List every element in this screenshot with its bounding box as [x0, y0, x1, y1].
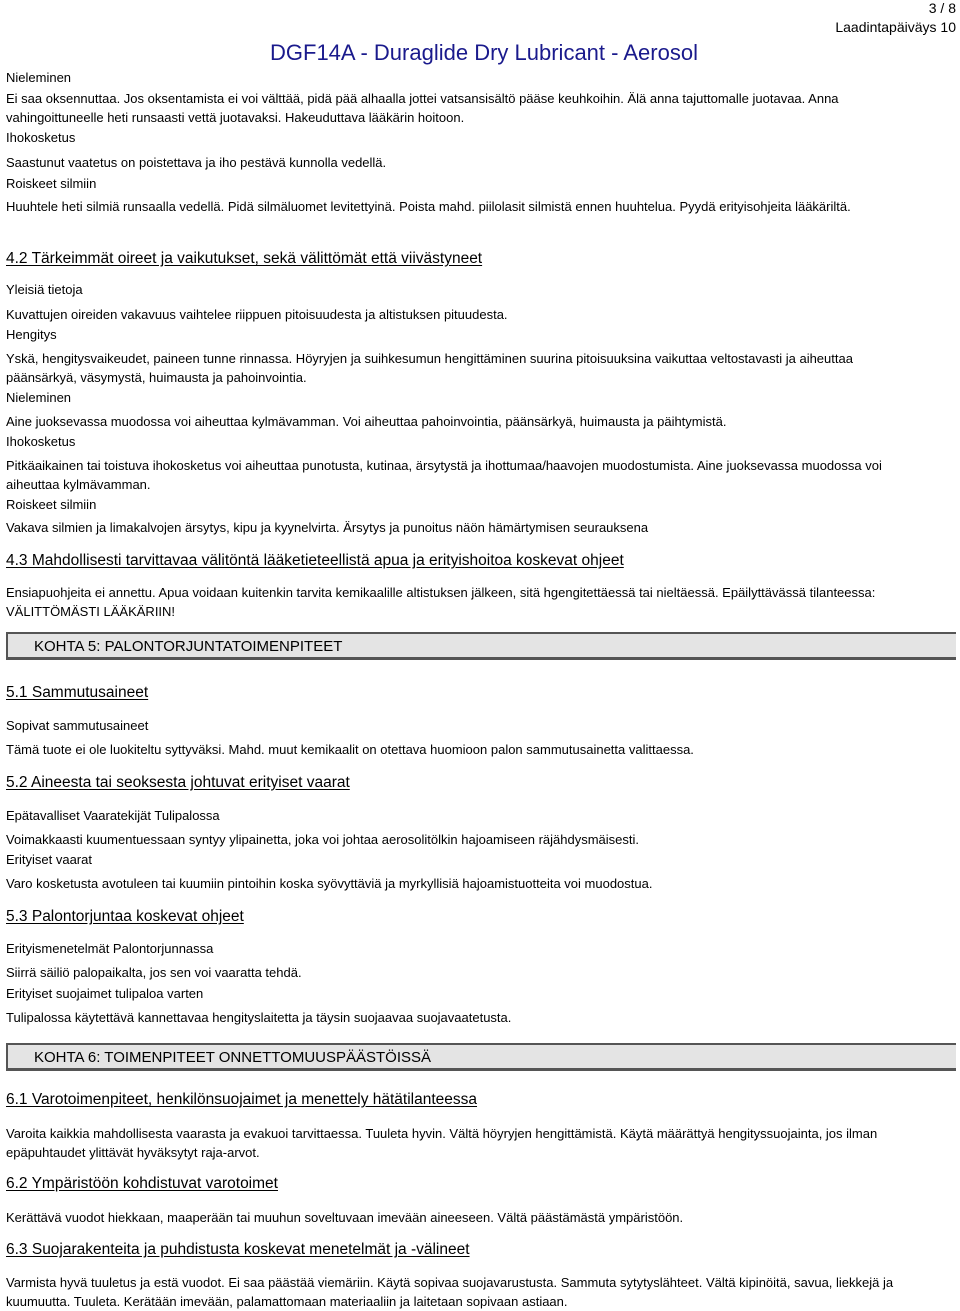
paragraph: Ei saa oksennuttaa. Jos oksentamista ei voi välttää, pidä pää alhaalla jottei vatsansisältö pääse keuhkoihin. Älä anna tajuttomalle juotavaa. Anna vahingoittuneelle heti runsaasti vettä juotavaksi. Hakeuduttava lääkärin hoitoon. [6, 91, 839, 125]
paragraph: Siirrä säiliö palopaikalta, jos sen voi vaaratta tehdä. [6, 965, 302, 980]
paragraph: Huuhtele heti silmiä runsaalla vedellä. Pidä silmäluomet levitettyinä. Poista mahd. piilolasit silmistä ennen huuhtelua. Pyydä erityisohjeita lääkäriltä. [6, 199, 851, 214]
paragraph: Varo kosketusta avotuleen tai kuumiin pintoihin koska syövyttäviä ja myrkyllisiä hajoamistuotteita voi muodostua. [6, 876, 653, 891]
revision-date: Laadintapäiväys 10 [835, 19, 956, 35]
section-heading: Yleisiä tietoja [6, 282, 83, 297]
paragraph: Aine juoksevassa muodossa voi aiheuttaa kylmävamman. Voi aiheuttaa pahoinvointia, päänsärkyä, huimausta ja päihtymistä. [6, 414, 727, 429]
subsection-title: 4.2 Tärkeimmät oireet ja vaikutukset, sekä välittömät että viivästyneet [6, 250, 483, 267]
paragraph: Tulipalossa käytettävä kannettavaa hengityslaitetta ja täysin suojaavaa suojavaatetusta. [6, 1010, 512, 1025]
paragraph: Varmista hyvä tuuletus ja estä vuodot. Ei saa päästää viemäriin. Käytä sopivaa suojavarustusta. Sammuta sytytyslähteet. Vältä kipinöitä, savua, liekkejä ja kuumuutta. Tuuleta. Kerätään imevään, palamattomaan materiaaliin ja laitetaan sopivaan astiaan. [6, 1275, 894, 1309]
section-heading: Nieleminen [6, 390, 72, 405]
paragraph: Pitkäaikainen tai toistuva ihokosketus voi aiheuttaa punotusta, kutinaa, ärsytystä ja ihottumaa/haavojen muodostumista. Aine juoksevassa muodossa voi aiheuttaa kylmävamman. [6, 458, 882, 492]
paragraph: Vakava silmien ja limakalvojen ärsytys, kipu ja kyynelvirta. Ärsytys ja punoitus näön hämärtymisen seurauksena [6, 520, 649, 535]
paragraph: Ensiapuohjeita ei annettu. Apua voidaan kuitenkin tarvita kemikaalille altistuksen jälkeen, sitä hgengitettäessä tai nieltäessä. Epäilyttävässä tilanteessa: VÄLITTÖMÄSTI LÄÄKÄRIIN! [6, 585, 876, 619]
kohta-banner [6, 1043, 956, 1071]
kohta-title: KOHTA 6: TOIMENPITEET ONNETTOMUUSPÄÄSTÖISSÄ [34, 1049, 432, 1066]
paragraph: Yskä, hengitysvaikeudet, paineen tunne rinnassa. Höyryjen ja suihkesumun hengittäminen suurina pitoisuuksina vaikuttaa veltostavasti ja aiheuttaa päänsärkyä, väsymystä, huimausta ja pahoinvointia. [6, 351, 853, 385]
section-heading: Erityiset vaarat [6, 852, 92, 867]
section-heading: Roiskeet silmiin [6, 176, 97, 191]
paragraph: Kuvattujen oireiden vakavuus vaihtelee riippuen pitoisuudesta ja altistuksen pituudesta. [6, 307, 508, 322]
paragraph: Voimakkaasti kuumentuessaan syntyy ylipainetta, joka voi johtaa aerosolitölkin hajoamiseen räjähdysmäisesti. [6, 832, 640, 847]
subsection-title: 5.1 Sammutusaineet [6, 684, 149, 701]
subsection-title: 6.1 Varotoimenpiteet, henkilönsuojaimet ja menettely hätätilanteessa [6, 1091, 478, 1108]
subsection-title: 5.3 Palontorjuntaa koskevat ohjeet [6, 908, 244, 925]
subsection-title: 4.3 Mahdollisesti tarvittavaa välitöntä lääketieteellistä apua ja erityishoitoa koskevat ohjeet [6, 552, 624, 569]
paragraph: Tämä tuote ei ole luokiteltu syttyväksi. Mahd. muut kemikaalit on otettava huomioon palon sammutusainetta valittaessa. [6, 742, 694, 757]
section-heading: Erityismenetelmät Palontorjunnassa [6, 941, 214, 956]
subsection-title: 5.2 Aineesta tai seoksesta johtuvat erityiset vaarat [6, 774, 350, 791]
section-heading: Epätavalliset Vaaratekijät Tulipalossa [6, 808, 220, 823]
section-heading: Erityiset suojaimet tulipaloa varten [6, 986, 204, 1001]
kohta-banner [6, 632, 956, 660]
paragraph: Saastunut vaatetus on poistettava ja iho pestävä kunnolla vedellä. [6, 155, 387, 170]
section-heading: Ihokosketus [6, 130, 76, 145]
document-title: DGF14A - Duraglide Dry Lubricant - Aerosol [270, 40, 698, 65]
paragraph: Varoita kaikkia mahdollisesta vaarasta ja evakuoi tarvittaessa. Tuuleta hyvin. Vältä höyryjen hengittämistä. Käytä määrättyä hengityssuojainta, jos ilman epäpuhtaudet ylittävät hyväksytyt raja-arvot. [6, 1126, 878, 1160]
subsection-title: 6.3 Suojarakenteita ja puhdistusta koskevat menetelmät ja -välineet [6, 1241, 470, 1258]
paragraph: Kerättävä vuodot hiekkaan, maaperään tai muuhun soveltuvaan imevään aineeseen. Vältä päästämästä ympäristöön. [6, 1210, 684, 1225]
page-number: 3 / 8 [928, 0, 956, 16]
subsection-title: 6.2 Ympäristöön kohdistuvat varotoimet [6, 1175, 278, 1192]
section-heading: Hengitys [6, 327, 57, 342]
section-heading: Roiskeet silmiin [6, 497, 97, 512]
section-heading: Ihokosketus [6, 434, 76, 449]
kohta-title: KOHTA 5: PALONTORJUNTATOIMENPITEET [34, 638, 343, 655]
section-heading: Sopivat sammutusaineet [6, 718, 149, 733]
section-heading: Nieleminen [6, 70, 72, 85]
